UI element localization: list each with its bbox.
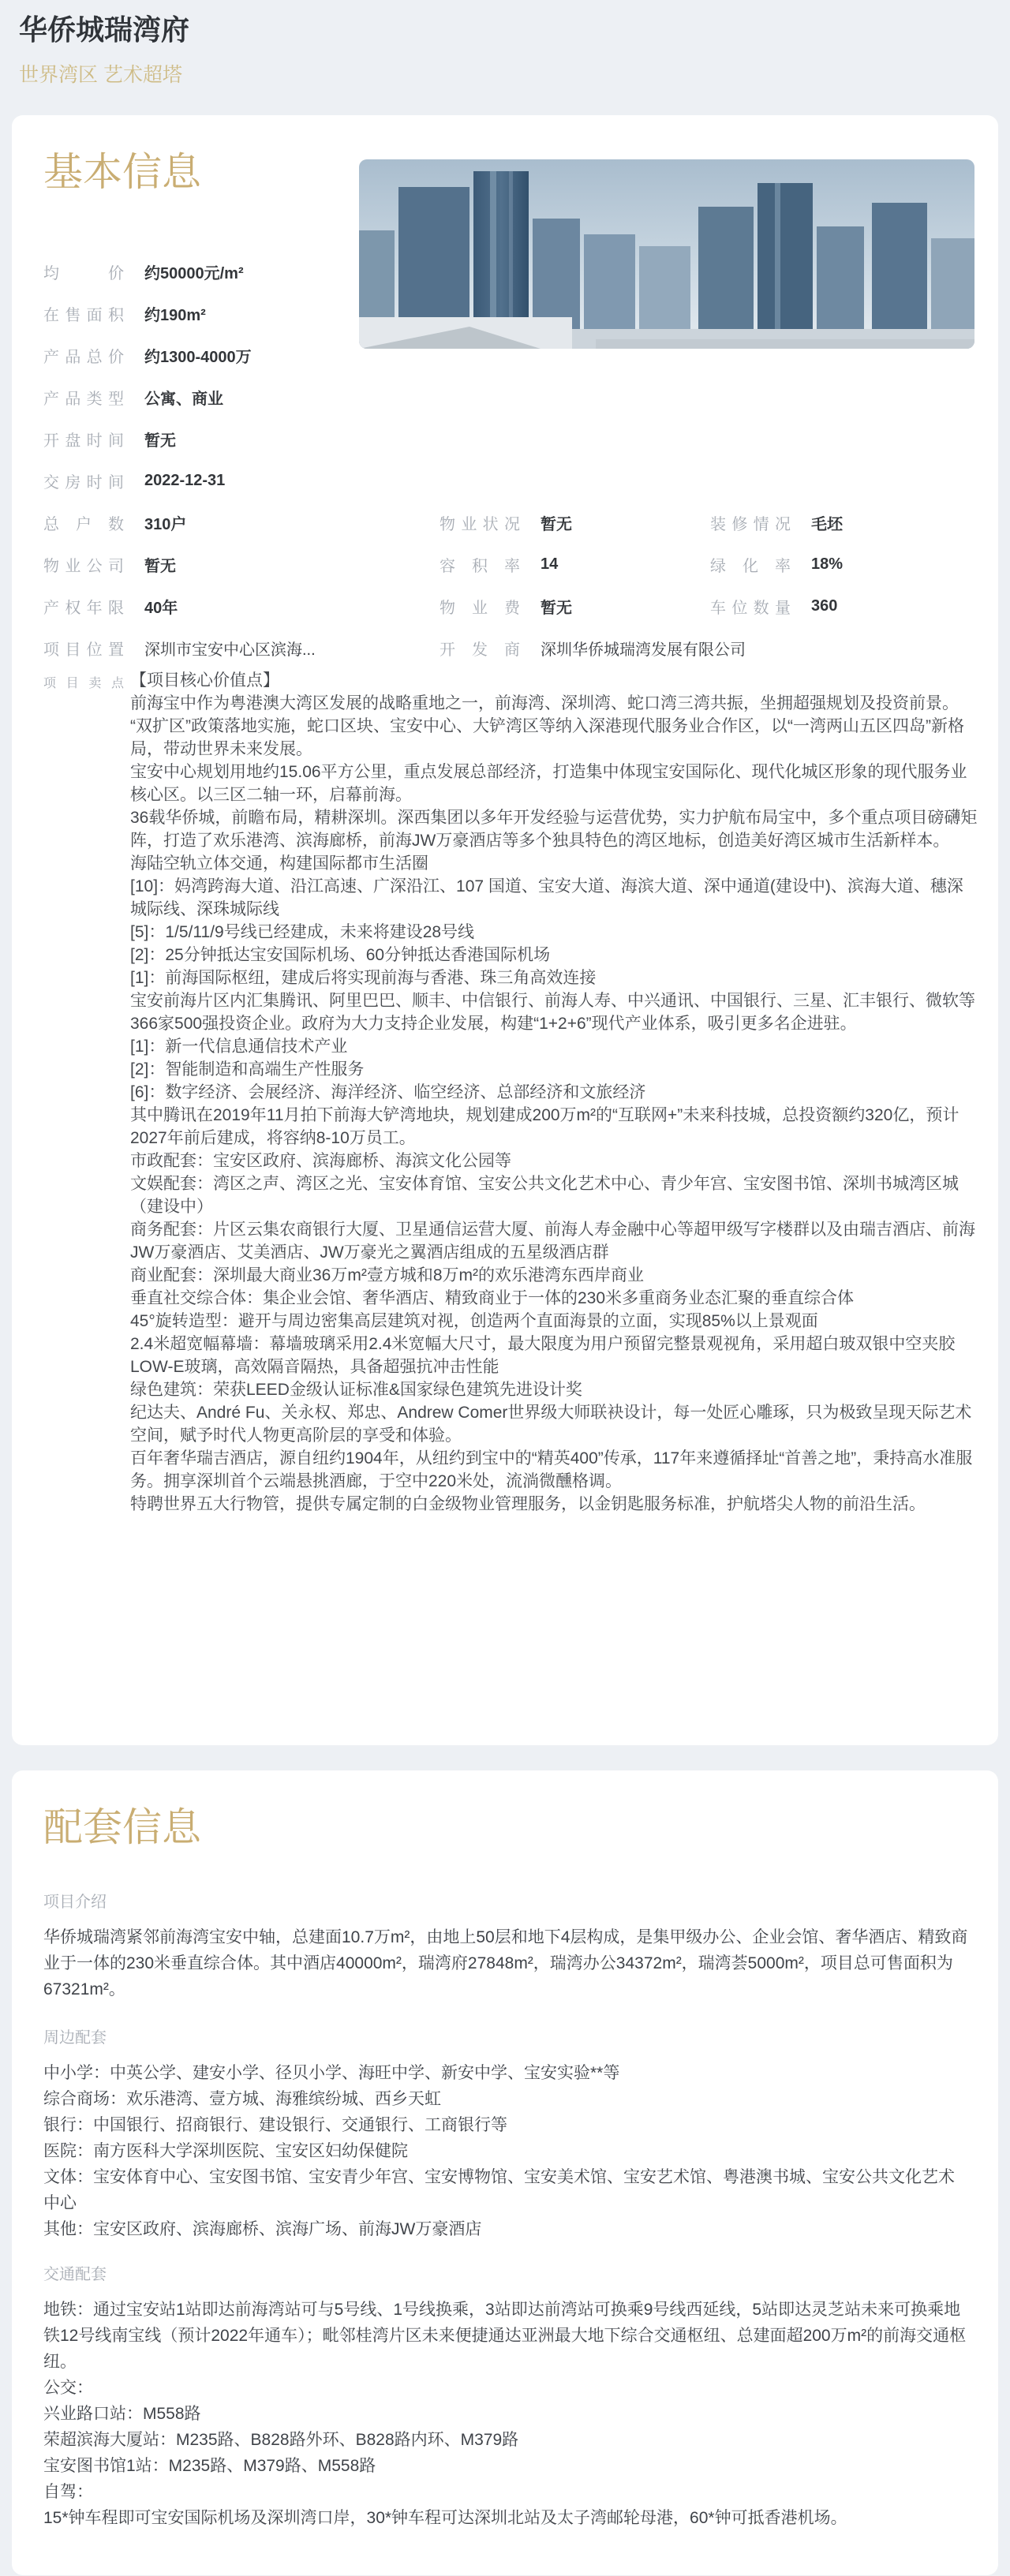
field-value: 暂无 — [144, 432, 176, 450]
field-value: 暂无 — [541, 600, 572, 617]
facilities-card — [12, 1770, 998, 2575]
around-line: 其他：宝安区政府、滨海廊桥、滨海广场、前海JW万豪酒店 — [43, 2220, 482, 2238]
selling-point: 垂直社交综合体：集企业会馆、奢华酒店、精致商业于一体的230米多重商务业态汇聚的垂直综合体 — [130, 1289, 855, 1307]
selling-point: 36载华侨城，前瞻布局，精耕深圳。深西集团以多年开发经验与运营优势，实力护航布局宝中，多个重点项目磅礴矩阵，打造了欢乐港湾、滨海廊桥，前海JW万豪酒店等多个独具特色的湾区地标，创造美好湾区城市生活新样本。 — [130, 809, 978, 850]
project-location-value: 深圳市宝安中心区滨海... — [144, 641, 316, 659]
field-label: 物业费 — [440, 600, 520, 617]
selling-points-row — [43, 669, 978, 1516]
selling-point: 2.4米超宽幅幕墙：幕墙玻璃采用2.4米宽幅大尺寸，最大限度为用户预留完整景观视角，采用超白玻双银中空夹胶LOW-E玻璃，高效隔音隔热，具备超强抗冲击性能 — [130, 1335, 956, 1376]
field-value: 约1300-4000万 — [144, 349, 252, 366]
traffic-line: 宝安图书馆1站：M235路、M379路、M558路 — [43, 2457, 376, 2475]
page-header — [0, 0, 1010, 87]
page-title: 华侨城瑞湾府 — [19, 13, 190, 46]
field-label: 开发商 — [440, 641, 520, 659]
info-cell — [43, 553, 440, 576]
field-label: 在售面积 — [43, 307, 124, 324]
field-value: 约50000元/m² — [144, 265, 244, 282]
traffic-line: 公交： — [43, 2379, 93, 2397]
info-cell — [43, 595, 440, 618]
selling-point: “双扩区”政策落地实施，蛇口区块、宝安中心、大铲湾区等纳入深港现代服务业合作区，以“一湾两山五区四岛”新格局，带动世界未来发展。 — [130, 717, 964, 758]
selling-point: 特聘世界五大行物管，提供专属定制的白金级物业管理服务，以金钥匙服务标准，护航塔尖人物的前沿生活。 — [130, 1495, 926, 1513]
selling-point: [10]：妈湾跨海大道、沿江高速、广深沿江、107 国道、宝安大道、海滨大道、深中通道(建设中)、滨海大道、穗深城际线、深珠城际线 — [130, 877, 963, 918]
project-intro-text — [43, 1924, 971, 2002]
basic-info-card — [12, 115, 998, 1745]
selling-point: 前海宝中作为粤港澳大湾区发展的战略重地之一，前海湾、深圳湾、蛇口湾三湾共振，坐拥超强规划及投资前景。 — [130, 694, 959, 712]
around-facilities-label: 周边配套 — [43, 2029, 107, 2047]
field-value: 14 — [541, 555, 559, 573]
selling-point: 绿色建筑：荣获LEED金级认证标准&国家绿色建筑先进设计奖 — [130, 1381, 582, 1399]
page-subtitle: 世界湾区 艺术超塔 — [19, 64, 182, 86]
field-value: 公寓、商业 — [144, 391, 223, 408]
field-value: 360 — [811, 597, 838, 615]
info-row-product-type — [43, 376, 978, 418]
field-label: 绿化率 — [710, 558, 791, 575]
around-facilities-text — [43, 2060, 971, 2242]
project-intro-label: 项目介绍 — [43, 1894, 107, 1911]
facilities-heading: 配套信息 — [43, 1805, 201, 1849]
field-value: 毛坯 — [811, 516, 843, 533]
selling-point: 百年奢华瑞吉酒店，源自纽约1904年，从纽约到宝中的“精英400”传承，117年来遵循择址“首善之地”，秉持高水准服务。拥享深圳首个云端悬挑酒廊，于空中220米处，流淌微醺格调。 — [130, 1449, 973, 1490]
property-photo[interactable] — [359, 159, 974, 349]
selling-point: [1]：前海国际枢纽，建成后将实现前海与香港、珠三角高效连接 — [130, 969, 597, 987]
selling-point: [5]：1/5/11/9号线已经建成，未来将建设28号线 — [130, 923, 475, 941]
field-label: 容积率 — [440, 558, 520, 575]
around-line: 综合商场：欢乐港湾、壹方城、海雅缤纷城、西乡天虹 — [43, 2090, 441, 2108]
info-row-location-developer — [43, 627, 978, 669]
selling-point: 文娱配套：湾区之声、湾区之光、宝安体育馆、宝安公共文化艺术中心、青少年宫、宝安图书馆、深圳书城湾区城（建设中） — [130, 1175, 959, 1216]
field-label: 项目位置 — [43, 641, 124, 659]
city-skyline-photo — [359, 159, 974, 349]
info-row-grid-2 — [43, 544, 978, 585]
selling-point: 商业配套：深圳最大商业36万m²壹方城和8万m²的欢乐港湾东西岸商业 — [130, 1266, 645, 1284]
selling-points-text — [130, 669, 978, 1516]
field-value: 暂无 — [541, 516, 572, 533]
selling-point: 其中腾讯在2019年11月拍下前海大铲湾地块，规划建成200万m²的“互联网+”未来科技城，总投资额约320亿，预计2027年前后建成，将容纳8-10万员工。 — [130, 1106, 960, 1147]
selling-point: 宝安中心规划用地约15.06平方公里，重点发展总部经济，打造集中体现宝安国际化、现代化城区形象的现代服务业核心区。以三区二轴一环，启幕前海。 — [130, 763, 967, 804]
info-cell — [440, 637, 978, 660]
info-row-grid-3 — [43, 585, 978, 627]
info-cell — [710, 553, 978, 576]
field-value: 暂无 — [144, 558, 176, 575]
field-label: 产品类型 — [43, 391, 124, 408]
traffic-line: 自驾： — [43, 2483, 93, 2501]
info-cell — [440, 595, 710, 618]
selling-point: [2]：智能制造和高端生产性服务 — [130, 1060, 365, 1079]
field-value: 约190m² — [144, 307, 206, 324]
selling-point: 商务配套：片区云集农商银行大厦、卫星通信运营大厦、前海人寿金融中心等超甲级写字楼群以及由瑞吉酒店、前海JW万豪酒店、艾美酒店、JW万豪光之翼酒店组成的五星级酒店群 — [130, 1221, 975, 1262]
traffic-line: 荣超滨海大厦站：M235路、B828路外环、B828路内环、M379路 — [43, 2431, 519, 2449]
selling-points-label: 项目卖点 — [43, 677, 124, 690]
info-cell — [710, 511, 978, 534]
selling-point: [1]：新一代信息通信技术产业 — [130, 1038, 348, 1056]
basic-info-heading: 基本信息 — [43, 150, 201, 194]
field-value: 310户 — [144, 516, 187, 533]
field-label: 产品总价 — [43, 349, 124, 366]
selling-point: 【项目核心价值点】 — [130, 671, 279, 690]
field-label: 装修情况 — [710, 516, 791, 533]
field-label: 交房时间 — [43, 474, 124, 492]
info-cell — [440, 511, 710, 534]
developer-value: 深圳华侨城瑞湾发展有限公司 — [541, 641, 746, 659]
traffic-line: 15*钟车程即可宝安国际机场及深圳湾口岸，30*钟车程可达深圳北站及太子湾邮轮母港，60*钟可抵香港机场。 — [43, 2509, 847, 2527]
traffic-facilities-text — [43, 2297, 971, 2531]
around-line: 中小学：中英公学、建安小学、径贝小学、海旺中学、新安中学、宝安实验**等 — [43, 2064, 620, 2082]
basic-info-rows — [43, 251, 978, 1516]
field-value: 18% — [811, 555, 844, 573]
info-row-grid-1 — [43, 502, 978, 544]
field-label: 总户数 — [43, 516, 124, 533]
traffic-line: 地铁：通过宝安站1站即达前海湾站可与5号线、1号线换乘，3站即达前湾站可换乘9号线西延线，5站即达灵芝站未来可换乘地铁12号线南宝线（预计2022年通车）；毗邻桂湾片区未来便捷通达亚洲最大地下综合交通枢纽、总建面超200万m²的前海交通枢纽。 — [43, 2301, 967, 2371]
field-value: 2022-12-31 — [144, 472, 226, 489]
field-label: 开盘时间 — [43, 432, 124, 450]
info-cell — [43, 637, 440, 660]
selling-point: 纪达夫、André Fu、关永权、郑忠、Andrew Comer世界级大师联袂设计，每一处匠心雕琢，只为极致呈现天际艺术空间，赋予时代人物更高阶层的享受和体验。 — [130, 1404, 972, 1445]
info-row-delivery-date — [43, 460, 978, 502]
traffic-facilities-label: 交通配套 — [43, 2266, 107, 2283]
field-label: 物业公司 — [43, 558, 124, 575]
around-line: 银行：中国银行、招商银行、建设银行、交通银行、工商银行等 — [43, 2116, 507, 2134]
around-line: 医院：南方医科大学深圳医院、宝安区妇幼保健院 — [43, 2142, 408, 2160]
project-intro-paragraph: 华侨城瑞湾紧邻前海湾宝安中轴，总建面10.7万m²，由地上50层和地下4层构成，是集甲级办公、企业会馆、奢华酒店、精致商业于一体的230米垂直综合体。其中酒店40000m²，瑞湾府27848m²，瑞湾办公34372m²，瑞湾荟5000m²，项目总可售面积为67321m²。 — [43, 1928, 968, 1998]
traffic-line: 兴业路口站：M558路 — [43, 2405, 201, 2423]
selling-point: [2]：25分钟抵达宝安国际机场、60分钟抵达香港国际机场 — [130, 946, 551, 964]
field-label: 产权年限 — [43, 600, 124, 617]
selling-point: 市政配套：宝安区政府、滨海廊桥、海滨文化公园等 — [130, 1152, 511, 1170]
field-label: 均价 — [43, 265, 124, 282]
selling-point: 45°旋转造型：避开与周边密集高层建筑对视，创造两个直面海景的立面，实现85%以上景观面 — [130, 1312, 818, 1330]
field-label: 物业状况 — [440, 516, 520, 533]
info-cell — [43, 511, 440, 534]
info-row-open-date — [43, 418, 978, 460]
selling-point: 宝安前海片区内汇集腾讯、阿里巴巴、顺丰、中信银行、前海人寿、中兴通讯、中国银行、三星、汇丰银行、微软等366家500强投资企业。政府为大力支持企业发展，构建“1+2+6”现代产业体系，吸引更多名企进驻。 — [130, 992, 975, 1033]
selling-point: 海陆空轨立体交通，构建国际都市生活圈 — [130, 854, 428, 873]
around-line: 文体：宝安体育中心、宝安图书馆、宝安青少年宫、宝安博物馆、宝安美术馆、宝安艺术馆、粤港澳书城、宝安公共文化艺术中心 — [43, 2168, 955, 2212]
info-cell — [440, 553, 710, 576]
info-cell — [710, 595, 978, 618]
field-value: 40年 — [144, 600, 178, 617]
selling-point: [6]：数字经济、会展经济、海洋经济、临空经济、总部经济和文旅经济 — [130, 1083, 646, 1101]
field-label: 车位数量 — [710, 600, 791, 617]
